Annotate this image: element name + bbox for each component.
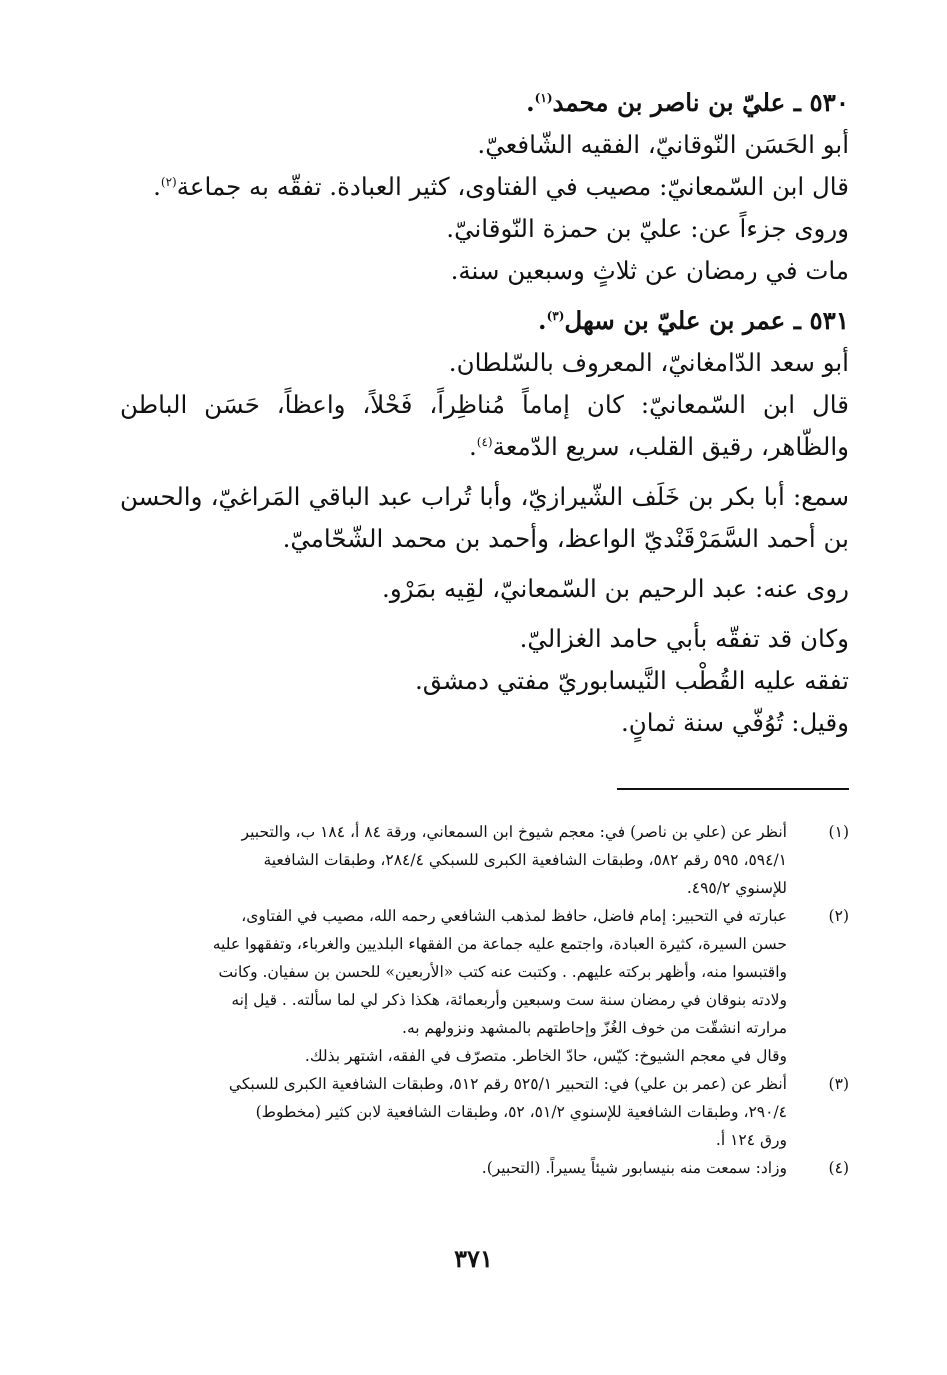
footnote-text: عبارته في التحبير: إمام فاضل، حافظ لمذهب الشافعي رحمه الله، مصيب في الفتاوى، حسن السيرة، كثيرة العبادة، واجتمع عليه جماعة من الفقهاء البلديين والغرباء، وتفقهوا عليه واقتبسوا منه، وأظهر بركته عليهم. . وكتبت عنه كتب «الأربعين» للحسن بن سفيان. وكانت ولادته بنوقان في رمضان سنة ست وسبعين وأربعمائة، هكذا ذكر لي لما سألته. . قيل إنه مرارته انشقّت من خوف الغُزّ وإحاطتهم بالمشهد ونزولهم به. وقال في معجم الشيوخ: كيّس، حادّ الخاطر. متصرّف في الفقه، اشتهر بذلك. — [212, 907, 787, 1065]
page-number: ٣٧١ — [454, 1244, 493, 1273]
footnote-ref-3: (٣) — [546, 308, 565, 323]
footnote-text: أنظر عن (عمر بن علي) في: التحبير ٥٢٥/١ رقم ٥١٢، وطبقات الشافعية الكبرى للسبكي ٢٩٠/٤، وطبقات الشافعية للإسنوي ٥١/٢، ٥٢، وطبقات الشافعية لابن كثير (مخطوط) ورق ١٢٤ أ. — [228, 1075, 787, 1149]
footnote-2 — [124, 902, 849, 1070]
footnote-number: (٢) — [828, 907, 849, 925]
footnote-ref-2: (٢) — [160, 174, 177, 189]
footnote-divider — [617, 788, 849, 790]
entry-530-samani-quote: قال ابن السّمعانيّ: مصيب في الفتاوى، كثير العبادة. تفقّه به جماعة$^{(٢)}$. — [153, 172, 849, 201]
entry-531-death: وقيل: تُوُفّي سنة ثمانٍ. — [620, 708, 849, 737]
footnote-ref-1: (١) — [534, 90, 553, 105]
entry-531-samani-quote: قال ابن السّمعانيّ: كان إماماً مُناظِراً، فَحْلاً، واعظاً، حَسَن الباطن والظّاهر، رقيق القلب، سريع الدّمعة$^{(٤)}$. — [120, 390, 849, 461]
entry-531-title: ٥٣١ ـ عمر بن عليّ بن سهل$^{(٣)}$. — [538, 306, 849, 335]
footnote-text: وزاد: سمعت منه بنيسابور شيئاً يسيراً. (التحبير). — [481, 1159, 787, 1177]
main-text — [120, 82, 849, 744]
footnote-4 — [124, 1154, 849, 1182]
footnote-text: أنظر عن (علي بن ناصر) في: معجم شيوخ ابن السمعاني، ورقة ٨٤ أ، ١٨٤ ب، والتحبير ٥٩٤/١، ٥٩٥ رقم ٥٨٢، وطبقات الشافعية الكبرى للسبكي ٢٨٤/٤، وطبقات الشافعية للإسنوي ٤٩٥/٢. — [241, 823, 787, 897]
footnote-1 — [124, 818, 849, 902]
entry-531-qutb: تفقه عليه القُطْب النَّيسابوريّ مفتي دمشق. — [414, 666, 849, 695]
entry-530-death: مات في رمضان عن ثلاثٍ وسبعين سنة. — [450, 256, 849, 285]
footnotes-section — [124, 818, 849, 1182]
entry-531-teachers: سمع: أبا بكر بن خَلَف الشّيرازيّ، وأبا تُراب عبد الباقي المَراغيّ، والحسن بن أحمد السَّمَرْقَنْديّ الواعظ، وأحمد بن محمد الشّحّاميّ. — [120, 482, 849, 553]
entry-530-title: ٥٣٠ ـ عليّ بن ناصر بن محمد$^{(١)}$. — [526, 88, 849, 117]
entry-530-narration: وروى جزءاً عن: عليّ بن حمزة النّوقانيّ. — [446, 214, 849, 243]
entry-531-students: روى عنه: عبد الرحيم بن السّمعانيّ، لقِيه بمَرْو. — [382, 574, 849, 603]
entry-531-kunya: أبو سعد الدّامغانيّ، المعروف بالسّلطان. — [448, 348, 849, 377]
footnote-number: (٤) — [828, 1159, 849, 1177]
footnote-number: (٣) — [828, 1075, 849, 1093]
entry-530-kunya: أبو الحَسَن النّوقانيّ، الفقيه الشّافعيّ. — [477, 130, 849, 159]
footnote-ref-4: (٤) — [476, 434, 493, 449]
footnote-3 — [124, 1070, 849, 1154]
entry-531-tafaqqah: وكان قد تفقّه بأبي حامد الغزاليّ. — [519, 624, 849, 653]
footnote-number: (١) — [828, 823, 849, 841]
